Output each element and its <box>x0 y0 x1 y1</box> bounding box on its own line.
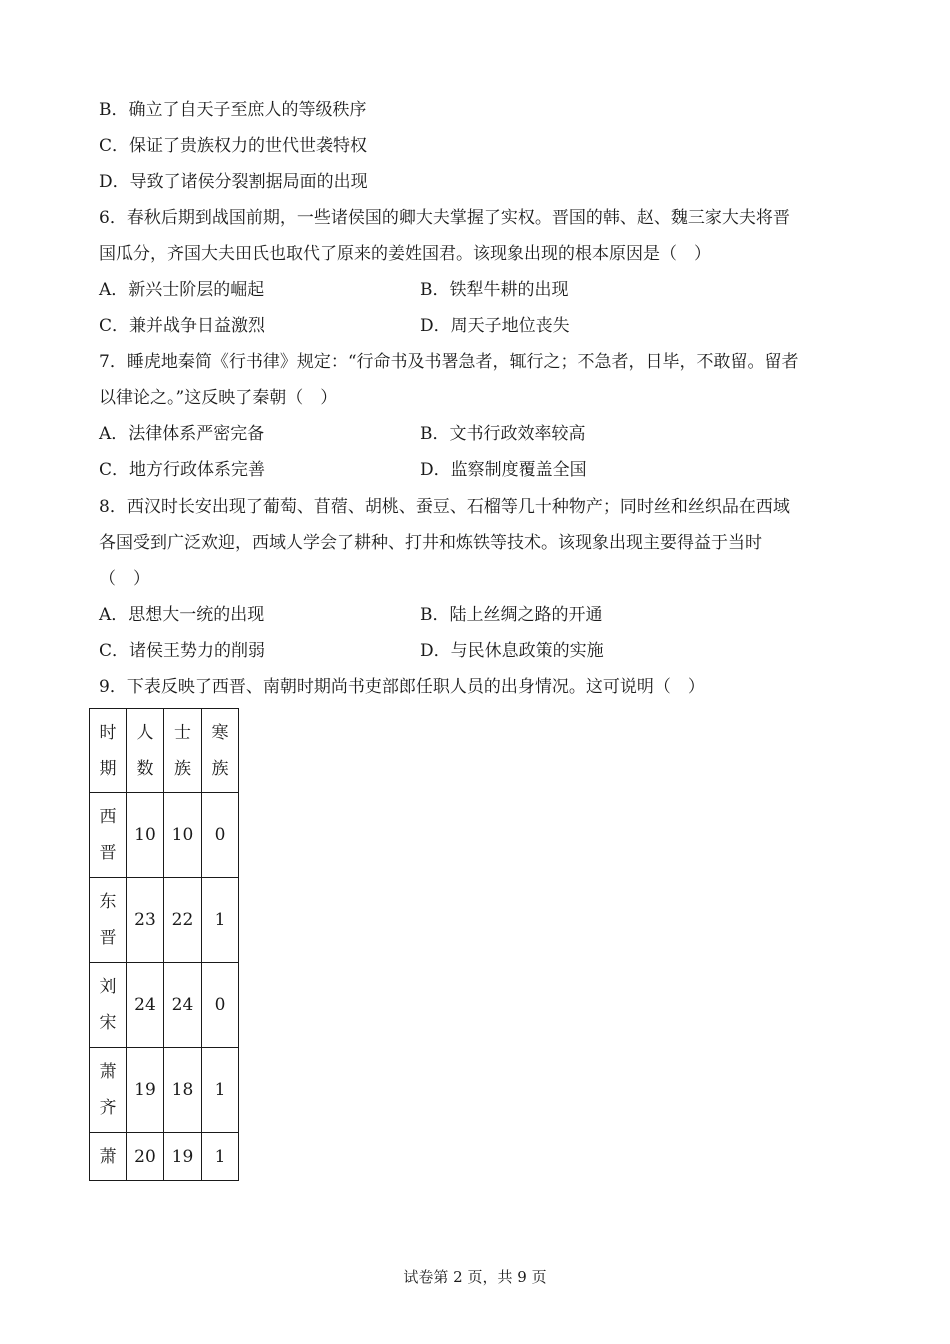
question-8-line-1: 8．西汉时长安出现了葡萄、苜蓿、胡桃、蚕豆、石榴等几十种物产；同时丝和丝织品在西域 <box>99 497 790 517</box>
cell-shizu: 22 <box>164 878 202 963</box>
header-hanzu: 寒 族 <box>202 709 239 793</box>
line-option-c-q5: C．保证了贵族权力的世代世袭特权 <box>99 136 368 156</box>
table-row <box>90 1048 239 1133</box>
cell-period: 萧 <box>90 1133 127 1181</box>
q8-option-b: B．陆上丝绸之路的开通 <box>420 605 603 625</box>
header-count: 人 数 <box>127 709 164 793</box>
cell-shizu: 10 <box>164 793 202 878</box>
cell-period: 西 晋 <box>90 793 127 878</box>
cell-period: 萧 齐 <box>90 1048 127 1133</box>
header-period: 时 期 <box>90 709 127 793</box>
table-row <box>90 1133 239 1181</box>
q7-option-a: A．法律体系严密完备 <box>99 424 265 444</box>
question-8-line-2: 各国受到广泛欢迎，西域人学会了耕种、打井和炼铁等技术。该现象出现主要得益于当时 <box>99 533 762 553</box>
cell-shizu: 18 <box>164 1048 202 1133</box>
page-footer: 试卷第 2 页，共 9 页 <box>403 1268 547 1286</box>
cell-hanzu: 0 <box>202 963 239 1048</box>
header-shizu: 士 族 <box>164 709 202 793</box>
q7-option-b: B．文书行政效率较高 <box>420 424 586 444</box>
cell-period: 刘 宋 <box>90 963 127 1048</box>
q6-option-b: B．铁犁牛耕的出现 <box>420 280 569 300</box>
line-option-d-q5: D．导致了诸侯分裂割据局面的出现 <box>99 172 368 192</box>
cell-count: 20 <box>127 1133 164 1181</box>
cell-hanzu: 0 <box>202 793 239 878</box>
question-6-line-2: 国瓜分，齐国大夫田氏也取代了原来的姜姓国君。该现象出现的根本原因是（ ） <box>99 244 711 264</box>
cell-count: 10 <box>127 793 164 878</box>
table-header-row <box>90 709 239 793</box>
cell-shizu: 24 <box>164 963 202 1048</box>
table-row <box>90 878 239 963</box>
table-row <box>90 963 239 1048</box>
table-row <box>90 793 239 878</box>
question-8-line-3: （ ） <box>99 569 150 589</box>
cell-count: 23 <box>127 878 164 963</box>
q6-option-c: C．兼并战争日益激烈 <box>99 316 266 336</box>
q8-option-c: C．诸侯王势力的削弱 <box>99 641 266 661</box>
cell-hanzu: 1 <box>202 878 239 963</box>
official-origin-table <box>89 708 239 1181</box>
line-option-b-q5: B．确立了自天子至庶人的等级秩序 <box>99 100 367 120</box>
q8-option-d: D．与民休息政策的实施 <box>420 641 604 661</box>
q7-option-d: D．监察制度覆盖全国 <box>420 460 587 480</box>
cell-hanzu: 1 <box>202 1048 239 1133</box>
cell-hanzu: 1 <box>202 1133 239 1181</box>
question-6-line-1: 6．春秋后期到战国前期，一些诸侯国的卿大夫掌握了实权。晋国的韩、赵、魏三家大夫将晋 <box>99 208 790 228</box>
cell-count: 24 <box>127 963 164 1048</box>
question-7-line-2: 以律论之。”这反映了秦朝（ ） <box>99 388 338 408</box>
cell-period: 东 晋 <box>90 878 127 963</box>
question-9-line-1: 9．下表反映了西晋、南朝时期尚书吏部郎任职人员的出身情况。这可说明（ ） <box>99 677 705 697</box>
cell-count: 19 <box>127 1048 164 1133</box>
question-7-line-1: 7．睡虎地秦简《行书律》规定：“行命书及书署急者，辄行之；不急者，日毕，不敢留。留者 <box>99 352 799 372</box>
q6-option-d: D．周天子地位丧失 <box>420 316 570 336</box>
q8-option-a: A．思想大一统的出现 <box>99 605 265 625</box>
q7-option-c: C．地方行政体系完善 <box>99 460 266 480</box>
cell-shizu: 19 <box>164 1133 202 1181</box>
q6-option-a: A．新兴士阶层的崛起 <box>99 280 265 300</box>
